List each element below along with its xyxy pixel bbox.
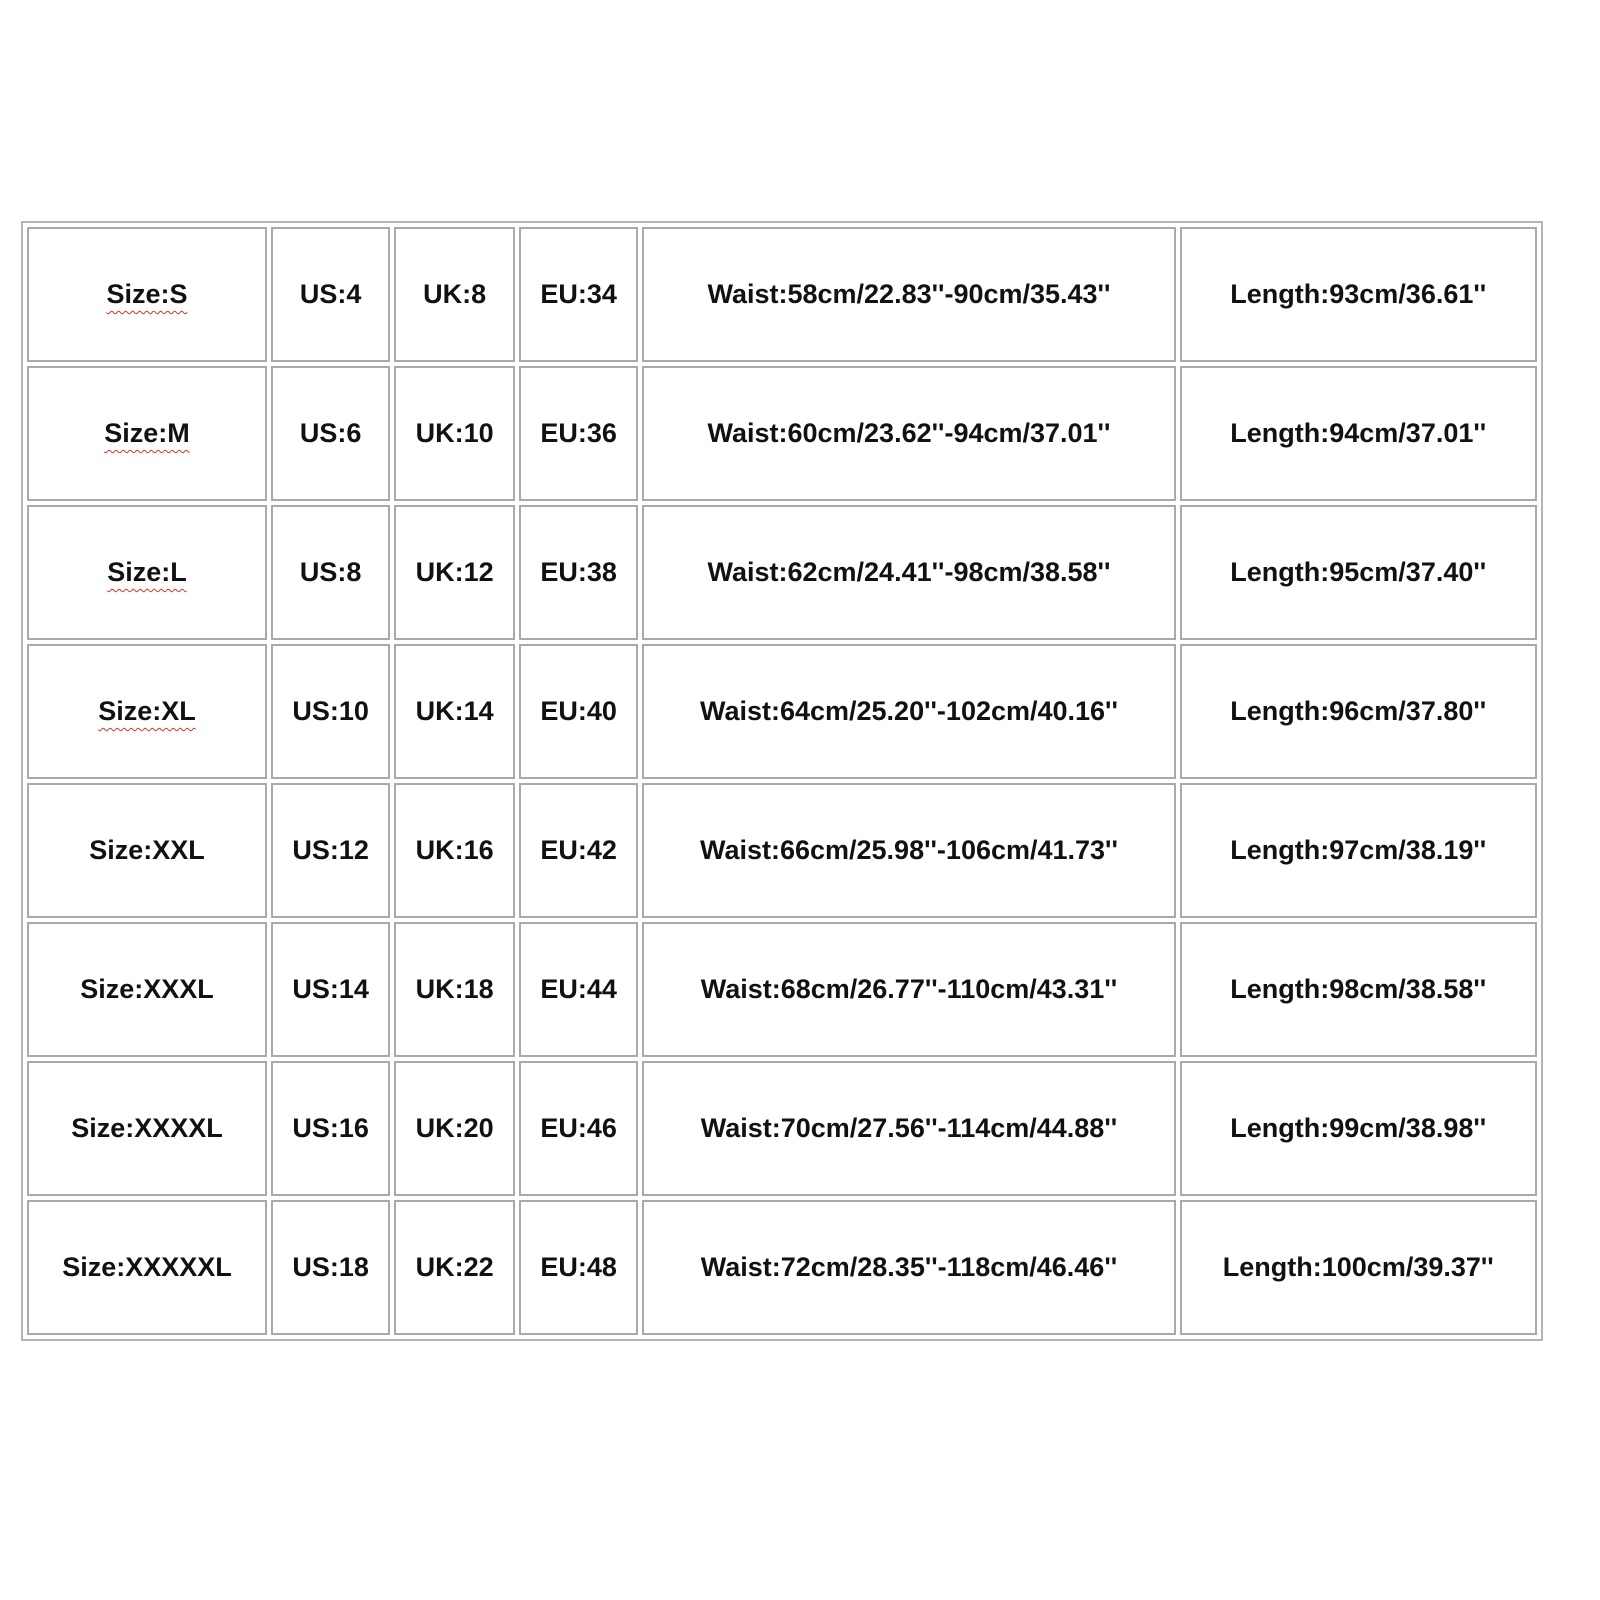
- size-chart-table: [23, 223, 1541, 1339]
- eu-size-cell: EU:48: [519, 1200, 638, 1335]
- us-size-cell: US:14: [271, 922, 390, 1057]
- uk-size-cell: UK:18: [394, 922, 514, 1057]
- waist-cell: Waist:72cm/28.35''-118cm/46.46'': [642, 1200, 1175, 1335]
- waist-cell: Waist:70cm/27.56''-114cm/44.88'': [642, 1061, 1175, 1196]
- size-label: Size:XXXXL: [71, 1113, 223, 1143]
- eu-size-cell: EU:34: [519, 227, 638, 362]
- eu-size-cell: EU:46: [519, 1061, 638, 1196]
- size-cell: [27, 783, 267, 918]
- us-size-cell: US:12: [271, 783, 390, 918]
- size-cell: [27, 644, 267, 779]
- size-chart: [21, 221, 1543, 1341]
- waist-cell: Waist:68cm/26.77''-110cm/43.31'': [642, 922, 1175, 1057]
- uk-size-cell: UK:16: [394, 783, 514, 918]
- eu-size-cell: EU:40: [519, 644, 638, 779]
- uk-size-cell: UK:22: [394, 1200, 514, 1335]
- size-cell: [27, 505, 267, 640]
- eu-size-cell: EU:36: [519, 366, 638, 501]
- eu-size-cell: EU:42: [519, 783, 638, 918]
- length-cell: Length:97cm/38.19'': [1180, 783, 1537, 918]
- uk-size-cell: UK:20: [394, 1061, 514, 1196]
- us-size-cell: US:4: [271, 227, 390, 362]
- waist-cell: Waist:58cm/22.83''-90cm/35.43'': [642, 227, 1175, 362]
- size-label: Size:L: [107, 557, 187, 587]
- eu-size-cell: EU:38: [519, 505, 638, 640]
- size-cell: [27, 366, 267, 501]
- size-label: Size:M: [104, 418, 190, 448]
- uk-size-cell: UK:14: [394, 644, 514, 779]
- size-cell: [27, 1200, 267, 1335]
- size-label: Size:XXL: [89, 835, 205, 865]
- table-row: [27, 366, 1537, 501]
- waist-cell: Waist:66cm/25.98''-106cm/41.73'': [642, 783, 1175, 918]
- size-label: Size:XXXL: [80, 974, 214, 1004]
- table-row: [27, 644, 1537, 779]
- length-cell: Length:100cm/39.37'': [1180, 1200, 1537, 1335]
- length-cell: Length:93cm/36.61'': [1180, 227, 1537, 362]
- us-size-cell: US:18: [271, 1200, 390, 1335]
- table-row: [27, 1061, 1537, 1196]
- length-cell: Length:99cm/38.98'': [1180, 1061, 1537, 1196]
- waist-cell: Waist:62cm/24.41''-98cm/38.58'': [642, 505, 1175, 640]
- size-cell: [27, 1061, 267, 1196]
- uk-size-cell: UK:10: [394, 366, 514, 501]
- us-size-cell: US:6: [271, 366, 390, 501]
- size-cell: [27, 922, 267, 1057]
- us-size-cell: US:10: [271, 644, 390, 779]
- waist-cell: Waist:60cm/23.62''-94cm/37.01'': [642, 366, 1175, 501]
- size-label: Size:XXXXXL: [62, 1252, 232, 1282]
- us-size-cell: US:16: [271, 1061, 390, 1196]
- uk-size-cell: UK:12: [394, 505, 514, 640]
- us-size-cell: US:8: [271, 505, 390, 640]
- size-label: Size:S: [106, 279, 188, 309]
- uk-size-cell: UK:8: [394, 227, 514, 362]
- waist-cell: Waist:64cm/25.20''-102cm/40.16'': [642, 644, 1175, 779]
- size-label: Size:XL: [98, 696, 196, 726]
- length-cell: Length:98cm/38.58'': [1180, 922, 1537, 1057]
- size-cell: [27, 227, 267, 362]
- table-row: [27, 783, 1537, 918]
- table-row: [27, 505, 1537, 640]
- table-row: [27, 227, 1537, 362]
- length-cell: Length:96cm/37.80'': [1180, 644, 1537, 779]
- table-row: [27, 922, 1537, 1057]
- eu-size-cell: EU:44: [519, 922, 638, 1057]
- length-cell: Length:95cm/37.40'': [1180, 505, 1537, 640]
- table-row: [27, 1200, 1537, 1335]
- length-cell: Length:94cm/37.01'': [1180, 366, 1537, 501]
